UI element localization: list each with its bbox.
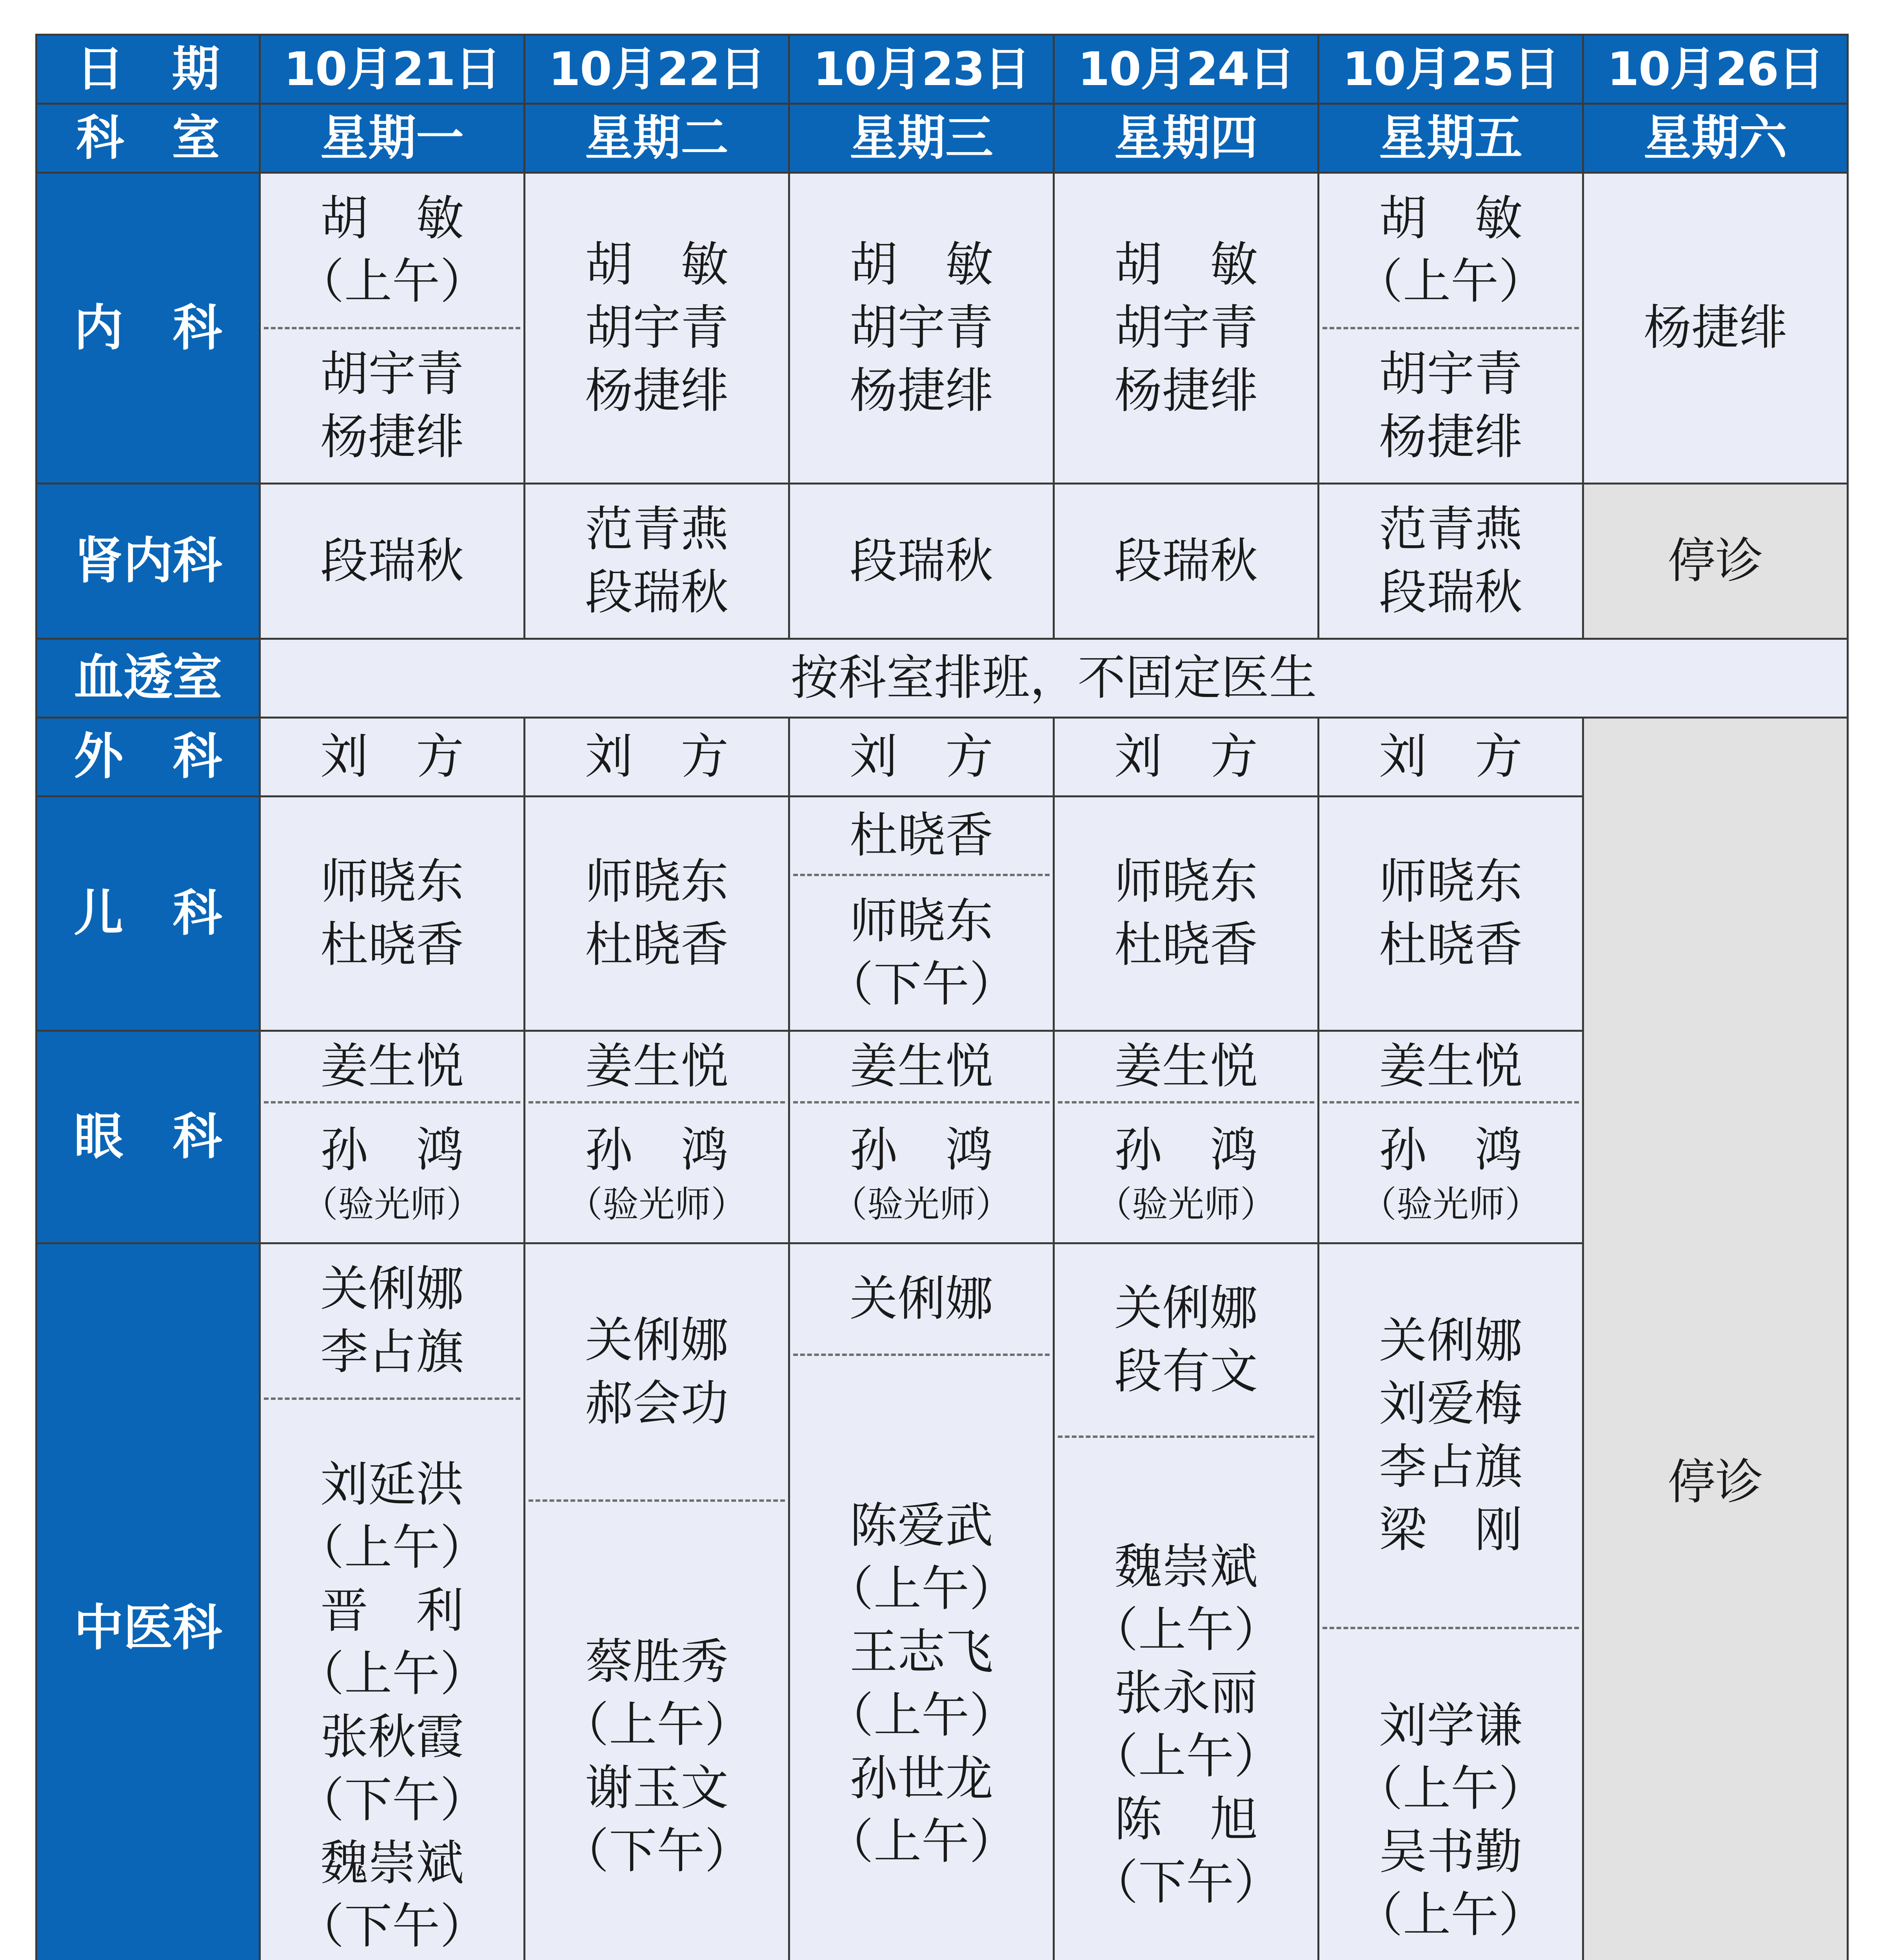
header-row-weekdays [36,103,1848,172]
cell-part [1055,1032,1317,1101]
doctor-name: 关俐娜 [1379,1313,1522,1369]
doctor-name: 晋 利 [320,1583,464,1639]
doctor-name: 胡 敏 [585,237,728,293]
doctor-name: 师晓东 [1379,854,1522,910]
cell-part [1319,1103,1582,1242]
cell-split [1319,1244,1582,1960]
time-note: （下午） [296,1898,488,1955]
dept-label: 儿 科 [36,796,260,1031]
doctor-name: 魏崇斌 [1114,1539,1258,1595]
doctor-name: 姜生悦 [850,1038,993,1094]
schedule-cell [1054,717,1319,796]
dept-label: 中医科 [36,1243,260,1960]
schedule-cell [1054,796,1319,1031]
time-note: （下午） [1090,1855,1282,1911]
doctor-name: 范青燕 [1379,501,1522,557]
doctor-name: 关俐娜 [320,1261,464,1317]
doctor-name: 刘学谦 [1379,1697,1522,1753]
doctor-name: 孙 鸿 [585,1122,728,1178]
cell-part [525,1502,788,1960]
schedule-cell [1319,172,1583,483]
closed-cell [1583,483,1848,639]
doctor-name: 段瑞秋 [850,533,993,589]
doctor-name: 郝会功 [585,1375,728,1431]
cell-part [261,1103,523,1242]
doctor-name: 姜生悦 [1379,1038,1522,1094]
doctor-name: 师晓东 [1114,854,1258,910]
doctor-name: 段瑞秋 [1379,564,1522,621]
doctor-name: 胡 敏 [1379,191,1522,247]
schedule-table [35,34,1849,1960]
time-note: （验光师） [302,1183,482,1226]
time-note: （上午） [1090,1602,1282,1658]
date-header: 10月21日 [260,35,525,104]
doctor-name: 胡宇青 [1114,300,1258,356]
cell-split [525,1244,788,1960]
cell-split [790,1032,1053,1242]
schedule-cell [260,796,525,1031]
cell-split [1319,1032,1582,1242]
cell-part [1319,1032,1582,1101]
time-note: （上午） [826,1813,1017,1869]
schedule-cell [525,1031,789,1243]
schedule-cell [789,172,1054,483]
date-header: 10月25日 [1319,35,1583,104]
doctor-name: 刘 方 [320,729,464,785]
doctor-name: 刘延洪 [320,1457,464,1513]
dept-row [36,172,1848,483]
weekday-header: 星期一 [260,103,525,172]
cell-part [261,1032,523,1101]
doctor-name: 关俐娜 [585,1312,728,1368]
cell-part [1319,329,1582,483]
dept-label: 眼 科 [36,1031,260,1243]
dept-row [36,1243,1848,1960]
closed-cell-merged: 停诊 [1583,717,1848,1960]
weekday-header: 星期四 [1054,103,1319,172]
dept-label: 外 科 [36,717,260,796]
cell-part [790,797,1053,874]
schedule-cell [260,1031,525,1243]
weekday-header: 星期五 [1319,103,1583,172]
schedule-cell [525,796,789,1031]
date-header: 10月22日 [525,35,789,104]
time-note: （上午） [296,1646,488,1702]
dept-label: 内 科 [36,172,260,483]
doctor-name: 杜晓香 [1114,917,1258,973]
time-note: （下午） [826,956,1017,1013]
dept-row [36,717,1848,796]
doctor-name: 刘 方 [1114,729,1258,785]
schedule-cell [1583,172,1848,483]
cell-split [1055,1032,1317,1242]
schedule-cell [1054,1243,1319,1960]
dept-row [36,483,1848,639]
cell-split [1319,174,1582,483]
date-header: 10月26日 [1583,35,1848,104]
doctor-name: 段瑞秋 [320,533,464,589]
time-note: （验光师） [566,1183,747,1226]
doctor-name: 师晓东 [320,854,464,910]
doctor-name: 胡 敏 [1114,237,1258,293]
schedule-cell [1054,483,1319,639]
schedule-cell [1319,1243,1583,1960]
schedule-cell [1054,1031,1319,1243]
doctor-name: 陈爱武 [850,1498,993,1554]
doctor-name: 姜生悦 [320,1038,464,1094]
schedule-cell [789,483,1054,639]
dept-label: 肾内科 [36,483,260,639]
doctor-name: 魏崇斌 [320,1835,464,1891]
doctor-name: 姜生悦 [585,1038,728,1094]
cell-part [261,329,523,483]
time-note: （验光师） [1095,1183,1276,1226]
cell-part [525,1032,788,1101]
cell-part [261,1244,523,1397]
schedule-cell [260,172,525,483]
schedule-cell [1319,1031,1583,1243]
schedule-cell [260,1243,525,1960]
doctor-name: 关俐娜 [1114,1280,1258,1336]
schedule-cell [789,1243,1054,1960]
doctor-name: 关俐娜 [850,1271,993,1327]
dept-header-label: 科 室 [36,103,260,172]
doctor-name: 杨捷绯 [1379,409,1522,465]
dept-row [36,639,1848,717]
doctor-name: 刘 方 [1379,729,1522,785]
schedule-cell [789,1031,1054,1243]
time-note: （下午） [561,1823,752,1879]
cell-part [790,1032,1053,1101]
doctor-name: 孙 鸿 [1379,1122,1522,1178]
weekday-header: 星期三 [789,103,1054,172]
doctor-name: 师晓东 [585,854,728,910]
cell-split [790,797,1053,1030]
schedule-cell [525,172,789,483]
schedule-cell [525,717,789,796]
cell-part [790,1103,1053,1242]
cell-part [1319,1629,1582,1960]
doctor-name: 杜晓香 [320,917,464,973]
cell-split [525,1032,788,1242]
doctor-name: 胡 敏 [850,237,993,293]
doctor-name: 胡宇青 [585,300,728,356]
doctor-name: 杨捷绯 [320,409,464,465]
cell-split [790,1244,1053,1960]
doctor-name: 杨捷绯 [1114,363,1258,419]
cell-part [1055,1103,1317,1242]
doctor-name: 胡宇青 [850,300,993,356]
cell-part [790,1356,1053,1960]
doctor-name: 李占旗 [320,1324,464,1380]
dialysis-note: 按科室排班，不固定医生 [260,639,1848,717]
doctor-name: 刘 方 [850,729,993,785]
cell-part [1319,1244,1582,1627]
cell-part [790,1244,1053,1354]
schedule-cell [789,796,1054,1031]
doctor-name: 段瑞秋 [585,564,728,621]
doctor-name: 陈 旭 [1114,1791,1258,1847]
time-note: （上午） [561,1697,752,1753]
cell-part [1055,1244,1317,1436]
dept-row [36,1031,1848,1243]
time-note: （上午） [826,1561,1017,1617]
time-note: （上午） [296,1520,488,1576]
time-note: （上午） [1355,1761,1546,1817]
time-note: （验光师） [831,1183,1012,1226]
cell-part [1319,174,1582,327]
date-header: 10月24日 [1054,35,1319,104]
doctor-name: 蔡胜秀 [585,1634,728,1690]
doctor-name: 张永丽 [1114,1665,1258,1721]
doctor-name: 刘爱梅 [1379,1376,1522,1432]
cell-split [1055,1244,1317,1960]
schedule-cell [1319,483,1583,639]
doctor-name: 杨捷绯 [1644,300,1787,356]
doctor-name: 杨捷绯 [585,363,728,419]
cell-split [261,174,523,483]
cell-part [525,1103,788,1242]
doctor-name: 张秋霞 [320,1709,464,1765]
doctor-name: 胡宇青 [320,346,464,402]
doctor-name: 杜晓香 [850,808,993,864]
schedule-cell [260,717,525,796]
dept-row [36,796,1848,1031]
time-note: （上午） [296,254,488,310]
doctor-name: 孙 鸿 [1114,1122,1258,1178]
cell-part [790,876,1053,1029]
schedule-cell [525,483,789,639]
doctor-name: 孙世龙 [850,1750,993,1806]
time-note: （上午） [1090,1728,1282,1784]
weekday-header: 星期二 [525,103,789,172]
schedule-cell [260,483,525,639]
cell-part [261,1400,523,1960]
date-header: 10月23日 [789,35,1054,104]
doctor-name: 姜生悦 [1114,1038,1258,1094]
cell-part [1055,1438,1317,1960]
doctor-name: 梁 刚 [1379,1502,1522,1558]
doctor-name: 吴书勤 [1379,1824,1522,1880]
doctor-name: 师晓东 [850,893,993,949]
doctor-name: 段有文 [1114,1343,1258,1399]
doctor-name: 孙 鸿 [320,1122,464,1178]
cell-split [261,1244,523,1960]
doctor-name: 李占旗 [1379,1439,1522,1495]
doctor-name: 胡 敏 [320,191,464,247]
doctor-name: 杨捷绯 [850,363,993,419]
cell-part [261,174,523,327]
schedule-cell [1319,796,1583,1031]
time-note: （上午） [826,1687,1017,1743]
doctor-name: 胡宇青 [1379,346,1522,402]
doctor-name: 王志飞 [850,1624,993,1680]
doctor-name: 孙 鸿 [850,1122,993,1178]
time-note: （上午） [1355,1887,1546,1943]
date-header-label: 日 期 [36,35,260,104]
schedule-cell [1054,172,1319,483]
time-note: （上午） [1355,254,1546,310]
cell-split [261,1032,523,1242]
weekday-header: 星期六 [1583,103,1848,172]
doctor-name: 段瑞秋 [1114,533,1258,589]
dept-label: 血透室 [36,639,260,717]
doctor-name: 谢玉文 [585,1760,728,1816]
cell-part [525,1244,788,1499]
header-row-dates [36,35,1848,104]
time-note: （验光师） [1360,1183,1541,1226]
doctor-name: 杜晓香 [585,917,728,973]
schedule-cell [1319,717,1583,796]
schedule-cell [789,717,1054,796]
doctor-name: 停诊 [1668,533,1763,589]
doctor-name: 刘 方 [585,729,728,785]
time-note: （下午） [296,1772,488,1828]
doctor-name: 杜晓香 [1379,917,1522,973]
doctor-name: 范青燕 [585,501,728,557]
schedule-cell [525,1243,789,1960]
